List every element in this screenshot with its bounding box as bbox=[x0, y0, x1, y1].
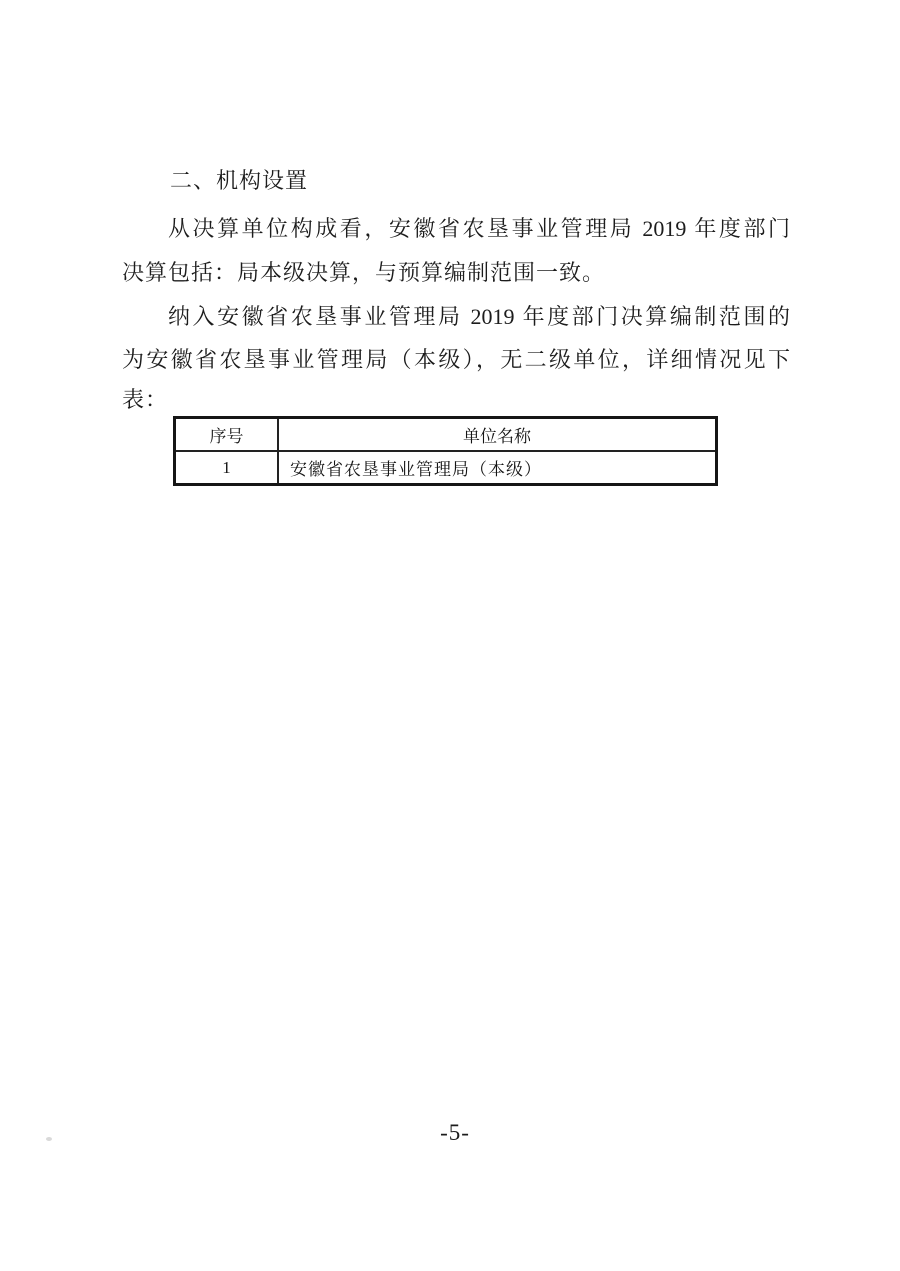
table-row bbox=[175, 451, 717, 485]
paragraph-2-line-3: 表： bbox=[122, 387, 169, 412]
paragraph-2-line-2: 为安徽省农垦事业管理局（本级），无二级单位，详细情况见下 bbox=[122, 347, 790, 372]
paragraph-1-line-2: 决算包括：局本级决算，与预算编制范围一致。 bbox=[122, 260, 606, 285]
table-cell-index: 1 bbox=[175, 451, 279, 485]
unit-list-table bbox=[173, 416, 718, 486]
paragraph-2-line-1: 纳入安徽省农垦事业管理局 2019 年度部门决算编制范围的 bbox=[168, 304, 790, 329]
table-cell-unit-name: 安徽省农垦事业管理局（本级） bbox=[278, 451, 717, 485]
table-header-row bbox=[175, 418, 717, 452]
table-header-index: 序号 bbox=[175, 418, 279, 452]
section-heading bbox=[170, 166, 308, 196]
section-heading-text: 二、机构设置 bbox=[170, 168, 309, 193]
scan-artifact bbox=[46, 1137, 52, 1141]
table-header-unit-name: 单位名称 bbox=[278, 418, 717, 452]
page-number: -5- bbox=[440, 1120, 470, 1145]
paragraph-1-line-1: 从决算单位构成看，安徽省农垦事业管理局 2019 年度部门 bbox=[168, 216, 790, 241]
